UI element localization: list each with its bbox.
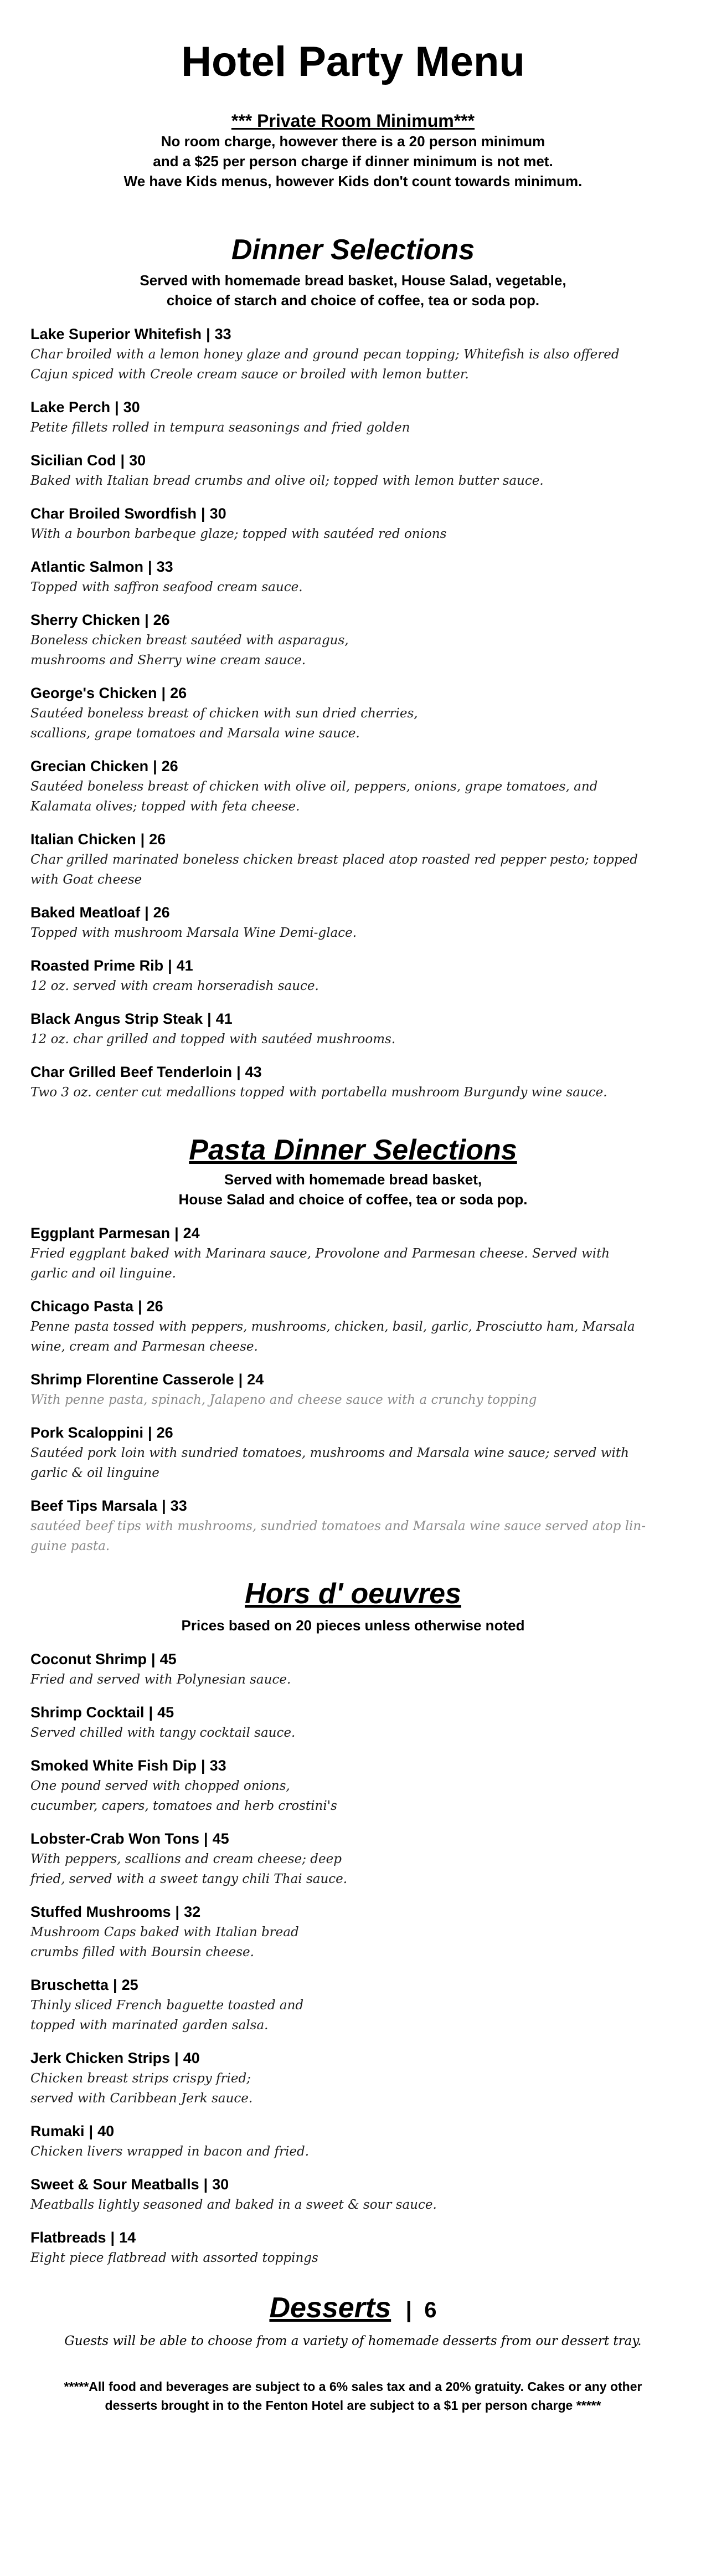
menu-item-description: Sautéed pork loin with sundried tomatoes, mushrooms and Marsala wine sauce; served with xyxy=(30,1445,629,1460)
hors-section-title: Hors d' oeuvres xyxy=(245,1577,461,1610)
menu-item xyxy=(30,1495,676,1556)
menu-item-price: 41 xyxy=(215,1010,233,1027)
menu-item xyxy=(30,1369,676,1410)
menu-item-description: Topped with saffron seafood cream sauce. xyxy=(30,579,303,594)
menu-item-heading xyxy=(30,2174,676,2195)
menu-item-heading xyxy=(30,829,676,850)
menu-item xyxy=(30,324,676,384)
menu-item-price: 26 xyxy=(153,904,170,921)
menu-item-heading xyxy=(30,1702,676,1723)
menu-item-description: Petite fillets rolled in tempura seasonings and fried golden xyxy=(30,420,410,435)
menu-item xyxy=(30,609,676,670)
menu-item xyxy=(30,1974,676,2035)
menu-item-name: Smoked White Fish Dip xyxy=(30,1757,197,1774)
menu-item-name: Stuffed Mushrooms xyxy=(30,1903,171,1921)
price-separator: | xyxy=(148,1424,152,1441)
hors-item-list xyxy=(30,1649,676,2268)
menu-item xyxy=(30,1702,676,1743)
menu-item-description: Sautéed boneless breast of chicken with olive oil, peppers, onions, grape tomatoes, and xyxy=(30,779,598,794)
desserts-price: 6 xyxy=(424,2298,437,2323)
menu-item-price: 26 xyxy=(153,611,170,628)
menu-item xyxy=(30,2048,676,2108)
menu-item xyxy=(30,2227,676,2268)
menu-item xyxy=(30,1755,676,1816)
desserts-title: Desserts xyxy=(269,2292,391,2324)
menu-item-heading xyxy=(30,756,676,777)
price-separator: | xyxy=(120,451,125,469)
menu-item-description: cucumber, capers, tomatoes and herb crostini's xyxy=(30,1799,337,1814)
desserts-note: Guests will be able to choose from a variety of homemade desserts from our dessert tray. xyxy=(64,2334,642,2349)
menu-item xyxy=(30,2121,676,2162)
menu-item-heading xyxy=(30,2121,676,2142)
menu-item-price: 33 xyxy=(156,558,173,575)
menu-item-price: 26 xyxy=(161,757,178,774)
menu-item-price: 45 xyxy=(212,1830,229,1848)
menu-item-description: Chicken livers wrapped in bacon and fried. xyxy=(30,2144,310,2159)
price-separator: | xyxy=(110,2229,115,2246)
menu-item-description: Sautéed boneless breast of chicken with sun dried cherries, xyxy=(30,706,418,721)
hors-section xyxy=(30,1578,676,2268)
price-separator: | xyxy=(207,1010,212,1027)
menu-item-price: 45 xyxy=(159,1651,177,1668)
notice-heading: *** Private Room Minimum*** xyxy=(231,110,475,131)
menu-item-description: topped with marinated garden salsa. xyxy=(30,2018,269,2033)
price-separator: | xyxy=(162,1497,166,1514)
notice-line: No room charge, however there is a 20 person minimum xyxy=(161,132,545,150)
legal-notice: *****All food and beverages are subject to a 6% sales tax and a 20% gratuity. Cakes or any other desserts brought in to the Fenton Hotel are subject to a $1 per person charge ***** xyxy=(64,2379,642,2413)
price-separator: | xyxy=(174,2050,179,2067)
menu-item-price: 40 xyxy=(97,2123,115,2140)
menu-item-price: 14 xyxy=(119,2229,136,2246)
price-separator: | xyxy=(151,1651,156,1668)
menu-item-price: 30 xyxy=(123,398,140,415)
menu-item xyxy=(30,1422,676,1483)
menu-item-description: Char broiled with a lemon honey glaze and ground pecan topping; Whitefish is also offered xyxy=(30,347,620,362)
menu-item-price: 30 xyxy=(209,505,226,522)
menu-item xyxy=(30,1223,676,1284)
menu-item-name: Shrimp Florentine Casserole xyxy=(30,1371,234,1388)
menu-item-description: Two 3 oz. center cut medallions topped with portabella mushroom Burgundy wine sauce. xyxy=(30,1085,607,1100)
menu-item-description: Fried and served with Polynesian sauce. xyxy=(30,1672,291,1687)
menu-item xyxy=(30,397,676,438)
menu-item xyxy=(30,450,676,491)
menu-item xyxy=(30,756,676,817)
menu-item-description: 12 oz. served with cream horseradish sauce. xyxy=(30,978,319,993)
menu-item-description: Thinly sliced French baguette toasted and xyxy=(30,1998,304,2013)
menu-item-description: garlic and oil linguine. xyxy=(30,1266,176,1281)
menu-item-price: 40 xyxy=(183,2050,200,2067)
menu-item-name: Italian Chicken xyxy=(30,830,136,848)
menu-item-heading xyxy=(30,1495,676,1516)
menu-item-description: scallions, grape tomatoes and Marsala wine sauce. xyxy=(30,726,360,741)
menu-item-description: sautéed beef tips with mushrooms, sundried tomatoes and Marsala wine sauce served atop lin- xyxy=(30,1518,646,1533)
menu-item-heading xyxy=(30,1296,676,1317)
price-separator: | xyxy=(145,611,149,628)
menu-item xyxy=(30,2174,676,2215)
price-separator: | xyxy=(206,325,210,342)
menu-item-description: guine pasta. xyxy=(30,1538,110,1553)
desserts-heading xyxy=(30,2292,676,2324)
price-separator: | xyxy=(148,1704,153,1721)
menu-item-description: fried, served with a sweet tangy chili Thai sauce. xyxy=(30,1872,348,1887)
menu-item-heading xyxy=(30,1828,676,1849)
menu-item-name: Char Broiled Swordfish xyxy=(30,505,197,522)
menu-item-description: Baked with Italian bread crumbs and olive oil; topped with lemon butter sauce. xyxy=(30,473,544,488)
price-separator: | xyxy=(175,1903,180,1921)
menu-item-heading xyxy=(30,1422,676,1443)
menu-item-heading xyxy=(30,324,676,345)
menu-item-name: Baked Meatloaf xyxy=(30,904,141,921)
menu-item-heading xyxy=(30,683,676,704)
price-separator: | xyxy=(201,505,205,522)
menu-item-name: Beef Tips Marsala xyxy=(30,1497,158,1514)
menu-item-name: Pork Scaloppini xyxy=(30,1424,144,1441)
notice-line: We have Kids menus, however Kids don't count towards minimum. xyxy=(123,172,583,189)
menu-item-name: Black Angus Strip Steak xyxy=(30,1010,203,1027)
menu-item-description: 12 oz. char grilled and topped with sautéed mushrooms. xyxy=(30,1032,396,1046)
menu-item-description: mushrooms and Sherry wine cream sauce. xyxy=(30,653,306,668)
price-separator: | xyxy=(168,957,172,974)
menu-item-price: 25 xyxy=(121,1977,138,1994)
price-separator: | xyxy=(201,1757,205,1774)
menu-item-description: Kalamata olives; topped with feta cheese. xyxy=(30,799,300,814)
menu-item-name: Lobster-Crab Won Tons xyxy=(30,1830,199,1848)
desserts-section xyxy=(30,2292,676,2351)
menu-item-heading xyxy=(30,1008,676,1029)
price-separator: | xyxy=(140,830,145,848)
desserts-separator: | xyxy=(405,2298,412,2323)
menu-item-name: Bruschetta xyxy=(30,1977,109,1994)
page-title: Hotel Party Menu xyxy=(181,38,525,85)
price-separator: | xyxy=(113,1977,117,1994)
menu-item-name: Grecian Chicken xyxy=(30,757,149,774)
menu-item xyxy=(30,1649,676,1690)
menu-item-name: Chicago Pasta xyxy=(30,1297,134,1315)
menu-item xyxy=(30,902,676,943)
menu-item xyxy=(30,503,676,544)
pasta-item-list xyxy=(30,1223,676,1556)
menu-item-price: 41 xyxy=(176,957,193,974)
menu-item-heading xyxy=(30,1223,676,1244)
menu-item-name: Shrimp Cocktail xyxy=(30,1704,145,1721)
menu-item-price: 30 xyxy=(212,2176,229,2193)
menu-item-name: Sicilian Cod xyxy=(30,451,116,469)
menu-item-name: Char Grilled Beef Tenderloin xyxy=(30,1063,233,1080)
menu-item xyxy=(30,1901,676,1962)
menu-item-price: 30 xyxy=(129,451,146,469)
menu-item-heading xyxy=(30,609,676,630)
menu-item-heading xyxy=(30,503,676,524)
menu-item-description: Meatballs lightly seasoned and baked in a sweet & sour sauce. xyxy=(30,2198,437,2213)
menu-item xyxy=(30,1061,676,1102)
menu-item-heading xyxy=(30,1974,676,1995)
menu-item-description: garlic & oil linguine xyxy=(30,1465,159,1480)
menu-item-heading xyxy=(30,2048,676,2069)
menu-item-description: Eight piece flatbread with assorted toppings xyxy=(30,2251,318,2266)
section-subtitle: House Salad and choice of coffee, tea or soda pop. xyxy=(178,1190,528,1208)
price-separator: | xyxy=(161,684,166,701)
menu-item-name: Atlantic Salmon xyxy=(30,558,144,575)
menu-item-description: Mushroom Caps baked with Italian bread xyxy=(30,1925,299,1940)
dinner-section-title: Dinner Selections xyxy=(231,233,475,266)
menu-item-description: Chicken breast strips crispy fried; xyxy=(30,2071,251,2086)
menu-item-name: Sweet & Sour Meatballs xyxy=(30,2176,199,2193)
menu-item-description: Penne pasta tossed with peppers, mushrooms, chicken, basil, garlic, Prosciutto ham, Marsala xyxy=(30,1319,635,1334)
menu-item-heading xyxy=(30,1061,676,1082)
menu-item-heading xyxy=(30,1901,676,1922)
menu-item-price: 32 xyxy=(184,1903,201,1921)
dinner-section xyxy=(30,234,676,1102)
menu-item-description: Boneless chicken breast sautéed with asparagus, xyxy=(30,633,349,648)
menu-item-description: crumbs filled with Boursin cheese. xyxy=(30,1945,254,1960)
menu-item-description: One pound served with chopped onions, xyxy=(30,1779,290,1794)
menu-item-price: 24 xyxy=(247,1371,264,1388)
menu-item-price: 24 xyxy=(183,1224,200,1241)
menu-item xyxy=(30,1828,676,1889)
menu-item-description: With penne pasta, spinach, Jalapeno and cheese sauce with a crunchy topping xyxy=(30,1392,537,1407)
price-separator: | xyxy=(138,1297,142,1315)
section-subtitle: Served with homemade bread basket, xyxy=(224,1171,482,1188)
menu-item-description: Fried eggplant baked with Marinara sauce, Provolone and Parmesan cheese. Served with xyxy=(30,1246,610,1261)
price-separator: | xyxy=(204,1830,208,1848)
menu-item xyxy=(30,955,676,996)
dinner-item-list xyxy=(30,324,676,1102)
menu-item-description: Char grilled marinated boneless chicken breast placed atop roasted red pepper pesto; topped xyxy=(30,852,638,867)
menu-item xyxy=(30,556,676,597)
menu-item xyxy=(30,1296,676,1357)
menu-item-price: 45 xyxy=(157,1704,174,1721)
price-separator: | xyxy=(148,558,152,575)
menu-item-heading xyxy=(30,556,676,577)
menu-item-price: 26 xyxy=(149,830,166,848)
menu-item-price: 33 xyxy=(214,325,231,342)
menu-item-name: Lake Perch xyxy=(30,398,111,415)
menu-item-price: 33 xyxy=(209,1757,226,1774)
price-separator: | xyxy=(153,757,157,774)
section-subtitle: choice of starch and choice of coffee, tea or soda pop. xyxy=(166,291,540,309)
menu-item-heading xyxy=(30,397,676,418)
menu-item xyxy=(30,683,676,743)
section-subtitle: Served with homemade bread basket, House Salad, vegetable, xyxy=(140,271,566,289)
menu-item-heading xyxy=(30,450,676,471)
price-separator: | xyxy=(145,904,149,921)
menu-item-description: With a bourbon barbeque glaze; topped with sautéed red onions xyxy=(30,526,447,541)
menu-item-description: Served chilled with tangy cocktail sauce. xyxy=(30,1726,296,1741)
menu-item-name: Coconut Shrimp xyxy=(30,1651,147,1668)
price-separator: | xyxy=(115,398,119,415)
price-separator: | xyxy=(89,2123,94,2140)
menu-item-name: George's Chicken xyxy=(30,684,157,701)
menu-item-description: with Goat cheese xyxy=(30,872,142,887)
menu-item-name: Rumaki xyxy=(30,2123,85,2140)
menu-item-heading xyxy=(30,902,676,923)
menu-item-name: Flatbreads xyxy=(30,2229,106,2246)
menu-item-description: served with Caribbean Jerk sauce. xyxy=(30,2091,253,2106)
menu-item-price: 26 xyxy=(170,684,187,701)
menu-item-name: Roasted Prime Rib xyxy=(30,957,164,974)
section-subtitle: Prices based on 20 pieces unless otherwise noted xyxy=(181,1617,525,1634)
menu-item-name: Jerk Chicken Strips xyxy=(30,2050,171,2067)
menu-item-name: Sherry Chicken xyxy=(30,611,141,628)
notice-line: and a $25 per person charge if dinner minimum is not met. xyxy=(153,152,553,170)
menu-item-heading xyxy=(30,1369,676,1390)
price-separator: | xyxy=(238,1371,243,1388)
price-separator: | xyxy=(174,1224,179,1241)
menu-item xyxy=(30,829,676,890)
menu-item-price: 26 xyxy=(146,1297,163,1315)
menu-item-description: wine, cream and Parmesan cheese. xyxy=(30,1339,258,1354)
room-minimum-notice xyxy=(30,111,676,191)
menu-item-description: With peppers, scallions and cream cheese; deep xyxy=(30,1852,342,1867)
menu-item-price: 26 xyxy=(156,1424,173,1441)
pasta-section-title: Pasta Dinner Selections xyxy=(189,1133,517,1166)
menu-item-description: Topped with mushroom Marsala Wine Demi-glace. xyxy=(30,925,357,940)
menu-item-name: Lake Superior Whitefish xyxy=(30,325,202,342)
menu-item-heading xyxy=(30,1649,676,1670)
menu-item-price: 43 xyxy=(245,1063,262,1080)
menu-item-name: Eggplant Parmesan xyxy=(30,1224,171,1241)
pasta-section xyxy=(30,1135,676,1556)
menu-item-heading xyxy=(30,955,676,976)
price-separator: | xyxy=(203,2176,208,2193)
menu-item-description: Cajun spiced with Creole cream sauce or broiled with lemon butter. xyxy=(30,367,469,382)
menu-item-heading xyxy=(30,1755,676,1776)
menu-item-heading xyxy=(30,2227,676,2248)
price-separator: | xyxy=(236,1063,241,1080)
menu-item xyxy=(30,1008,676,1049)
menu-item-price: 33 xyxy=(170,1497,187,1514)
